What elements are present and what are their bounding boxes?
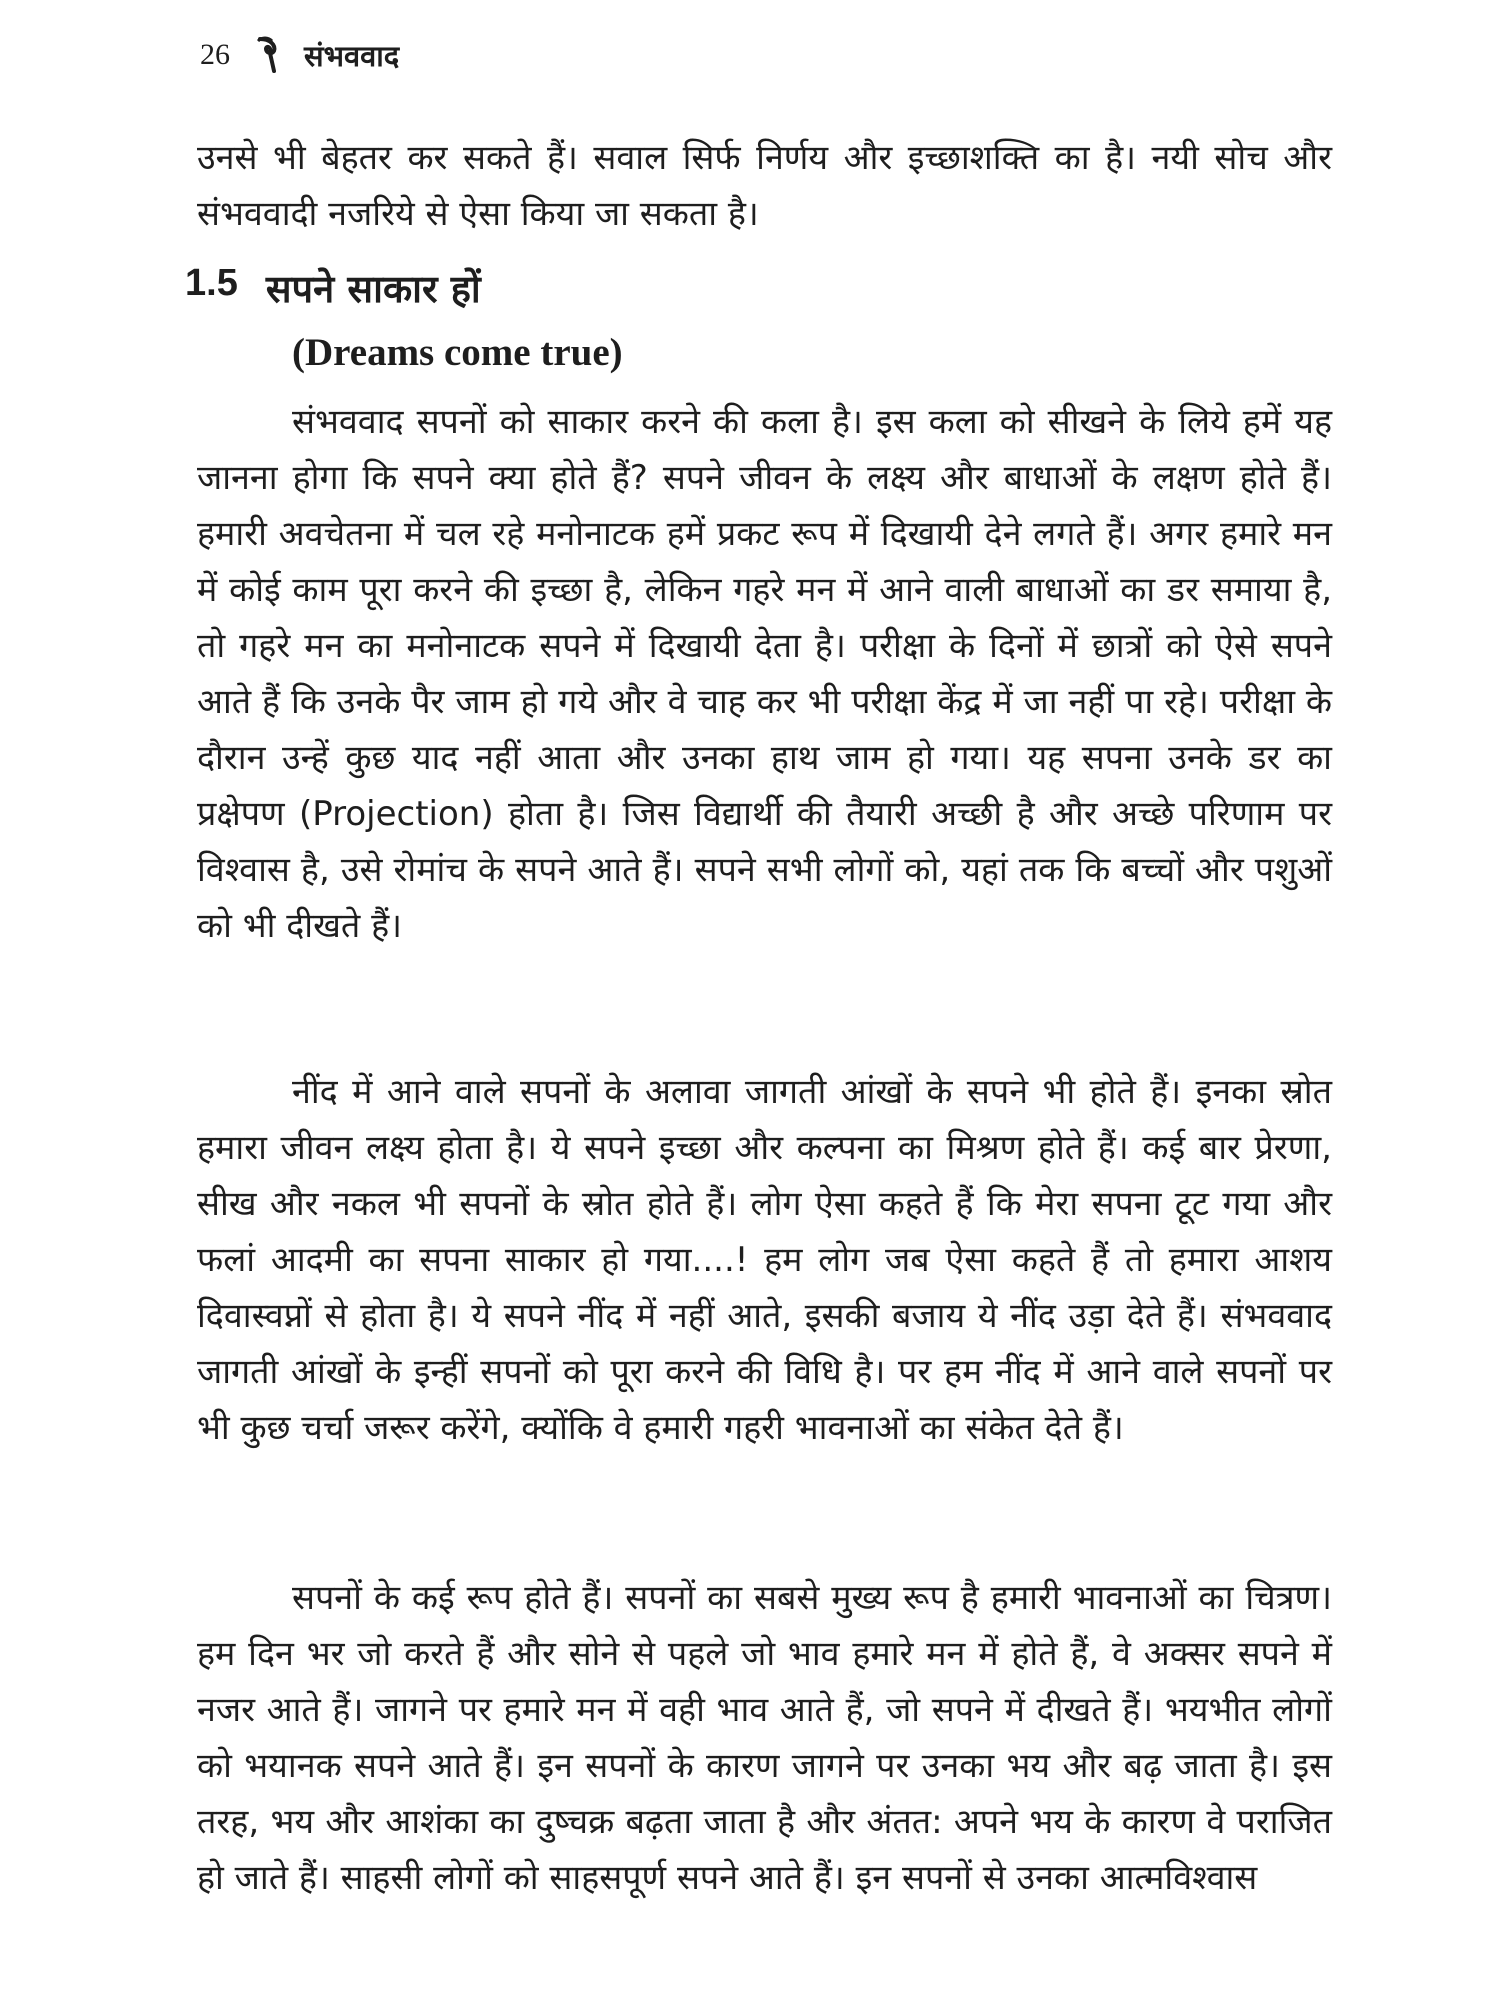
running-title: संभववाद — [304, 38, 400, 73]
feather-quill-icon — [254, 35, 280, 75]
paragraph-3: सपनों के कई रूप होते हैं। सपनों का सबसे मुख्य रूप है हमारी भावनाओं का चित्रण। हम दिन भर जो करते हैं और सोने से पहले जो भाव हमारे मन में होते हैं, वे अक्सर सपने में नजर आते हैं। जागने पर हमारे मन में वही भाव आते हैं, जो सपने में दीखते हैं। भयभीत लोगों को भयानक सपने आते हैं। इन सपनों के कारण जागने पर उनका भय और बढ़ जाता है। इस तरह, भय और आशंका का दुष्चक्र बढ़ता जाता है और अंतत: अपने भय के कारण वे पराजित हो जाते हैं। साहसी लोगों को साहसपूर्ण सपने आते हैं। इन सपनों से उनका आत्मविश्वास — [197, 1578, 1332, 1898]
section-subtitle: (Dreams come true) — [292, 331, 623, 374]
section-title: सपने साकार हों — [265, 267, 481, 311]
section-number: 1.5 — [185, 262, 238, 304]
paragraph-2: नींद में आने वाले सपनों के अलावा जागती आंखों के सपने भी होते हैं। इनका स्रोत हमारा जीवन लक्ष्य होता है। ये सपने इच्छा और कल्पना का मिश्रण होते हैं। कई बार प्रेरणा, सीख और नकल भी सपनों के स्रोत होते हैं। लोग ऐसा कहते हैं कि मेरा सपना टूट गया और फलां आदमी का सपना साकार हो गया....! हम लोग जब ऐसा कहते हैं तो हमारा आशय दिवास्वप्नों से होता है। ये सपने नींद में नहीं आते, इसकी बजाय ये नींद उड़ा देते हैं। संभववाद जागती आंखों के इन्हीं सपनों को पूरा करने की विधि है। पर हम नींद में आने वाले सपनों पर भी कुछ चर्चा जरूर करेंगे, क्योंकि वे हमारी गहरी भावनाओं का संकेत देते हैं। — [197, 1072, 1332, 1448]
intro-paragraph: उनसे भी बेहतर कर सकते हैं। सवाल सिर्फ निर्णय और इच्छाशक्ति का है। नयी सोच और संभववादी नजरिये से ऐसा किया जा सकता है। — [197, 138, 1332, 234]
paragraph-1: संभववाद सपनों को साकार करने की कला है। इस कला को सीखने के लिये हमें यह जानना होगा कि सपने क्या होते हैं? सपने जीवन के लक्ष्य और बाधाओं के लक्षण होते हैं। हमारी अवचेतना में चल रहे मनोनाटक हमें प्रकट रूप में दिखायी देने लगते हैं। अगर हमारे मन में कोई काम पूरा करने की इच्छा है, लेकिन गहरे मन में आने वाली बाधाओं का डर समाया है, तो गहरे मन का मनोनाटक सपने में दिखायी देता है। परीक्षा के दिनों में छात्रों को ऐसे सपने आते हैं कि उनके पैर जाम हो गये और वे चाह कर भी परीक्षा केंद्र में जा नहीं पा रहे। परीक्षा के दौरान उन्हें कुछ याद नहीं आता और उनका हाथ जाम हो गया। यह सपना उनके डर का प्रक्षेपण (Projection) होता है। जिस विद्यार्थी की तैयारी अच्छी है और अच्छे परिणाम पर विश्वास है, उसे रोमांच के सपने आते हैं। सपने सभी लोगों को, यहां तक कि बच्चों और पशुओं को भी दीखते हैं। — [197, 402, 1332, 946]
section-heading — [185, 262, 481, 314]
page-header — [200, 30, 399, 80]
page-number: 26 — [200, 38, 230, 71]
